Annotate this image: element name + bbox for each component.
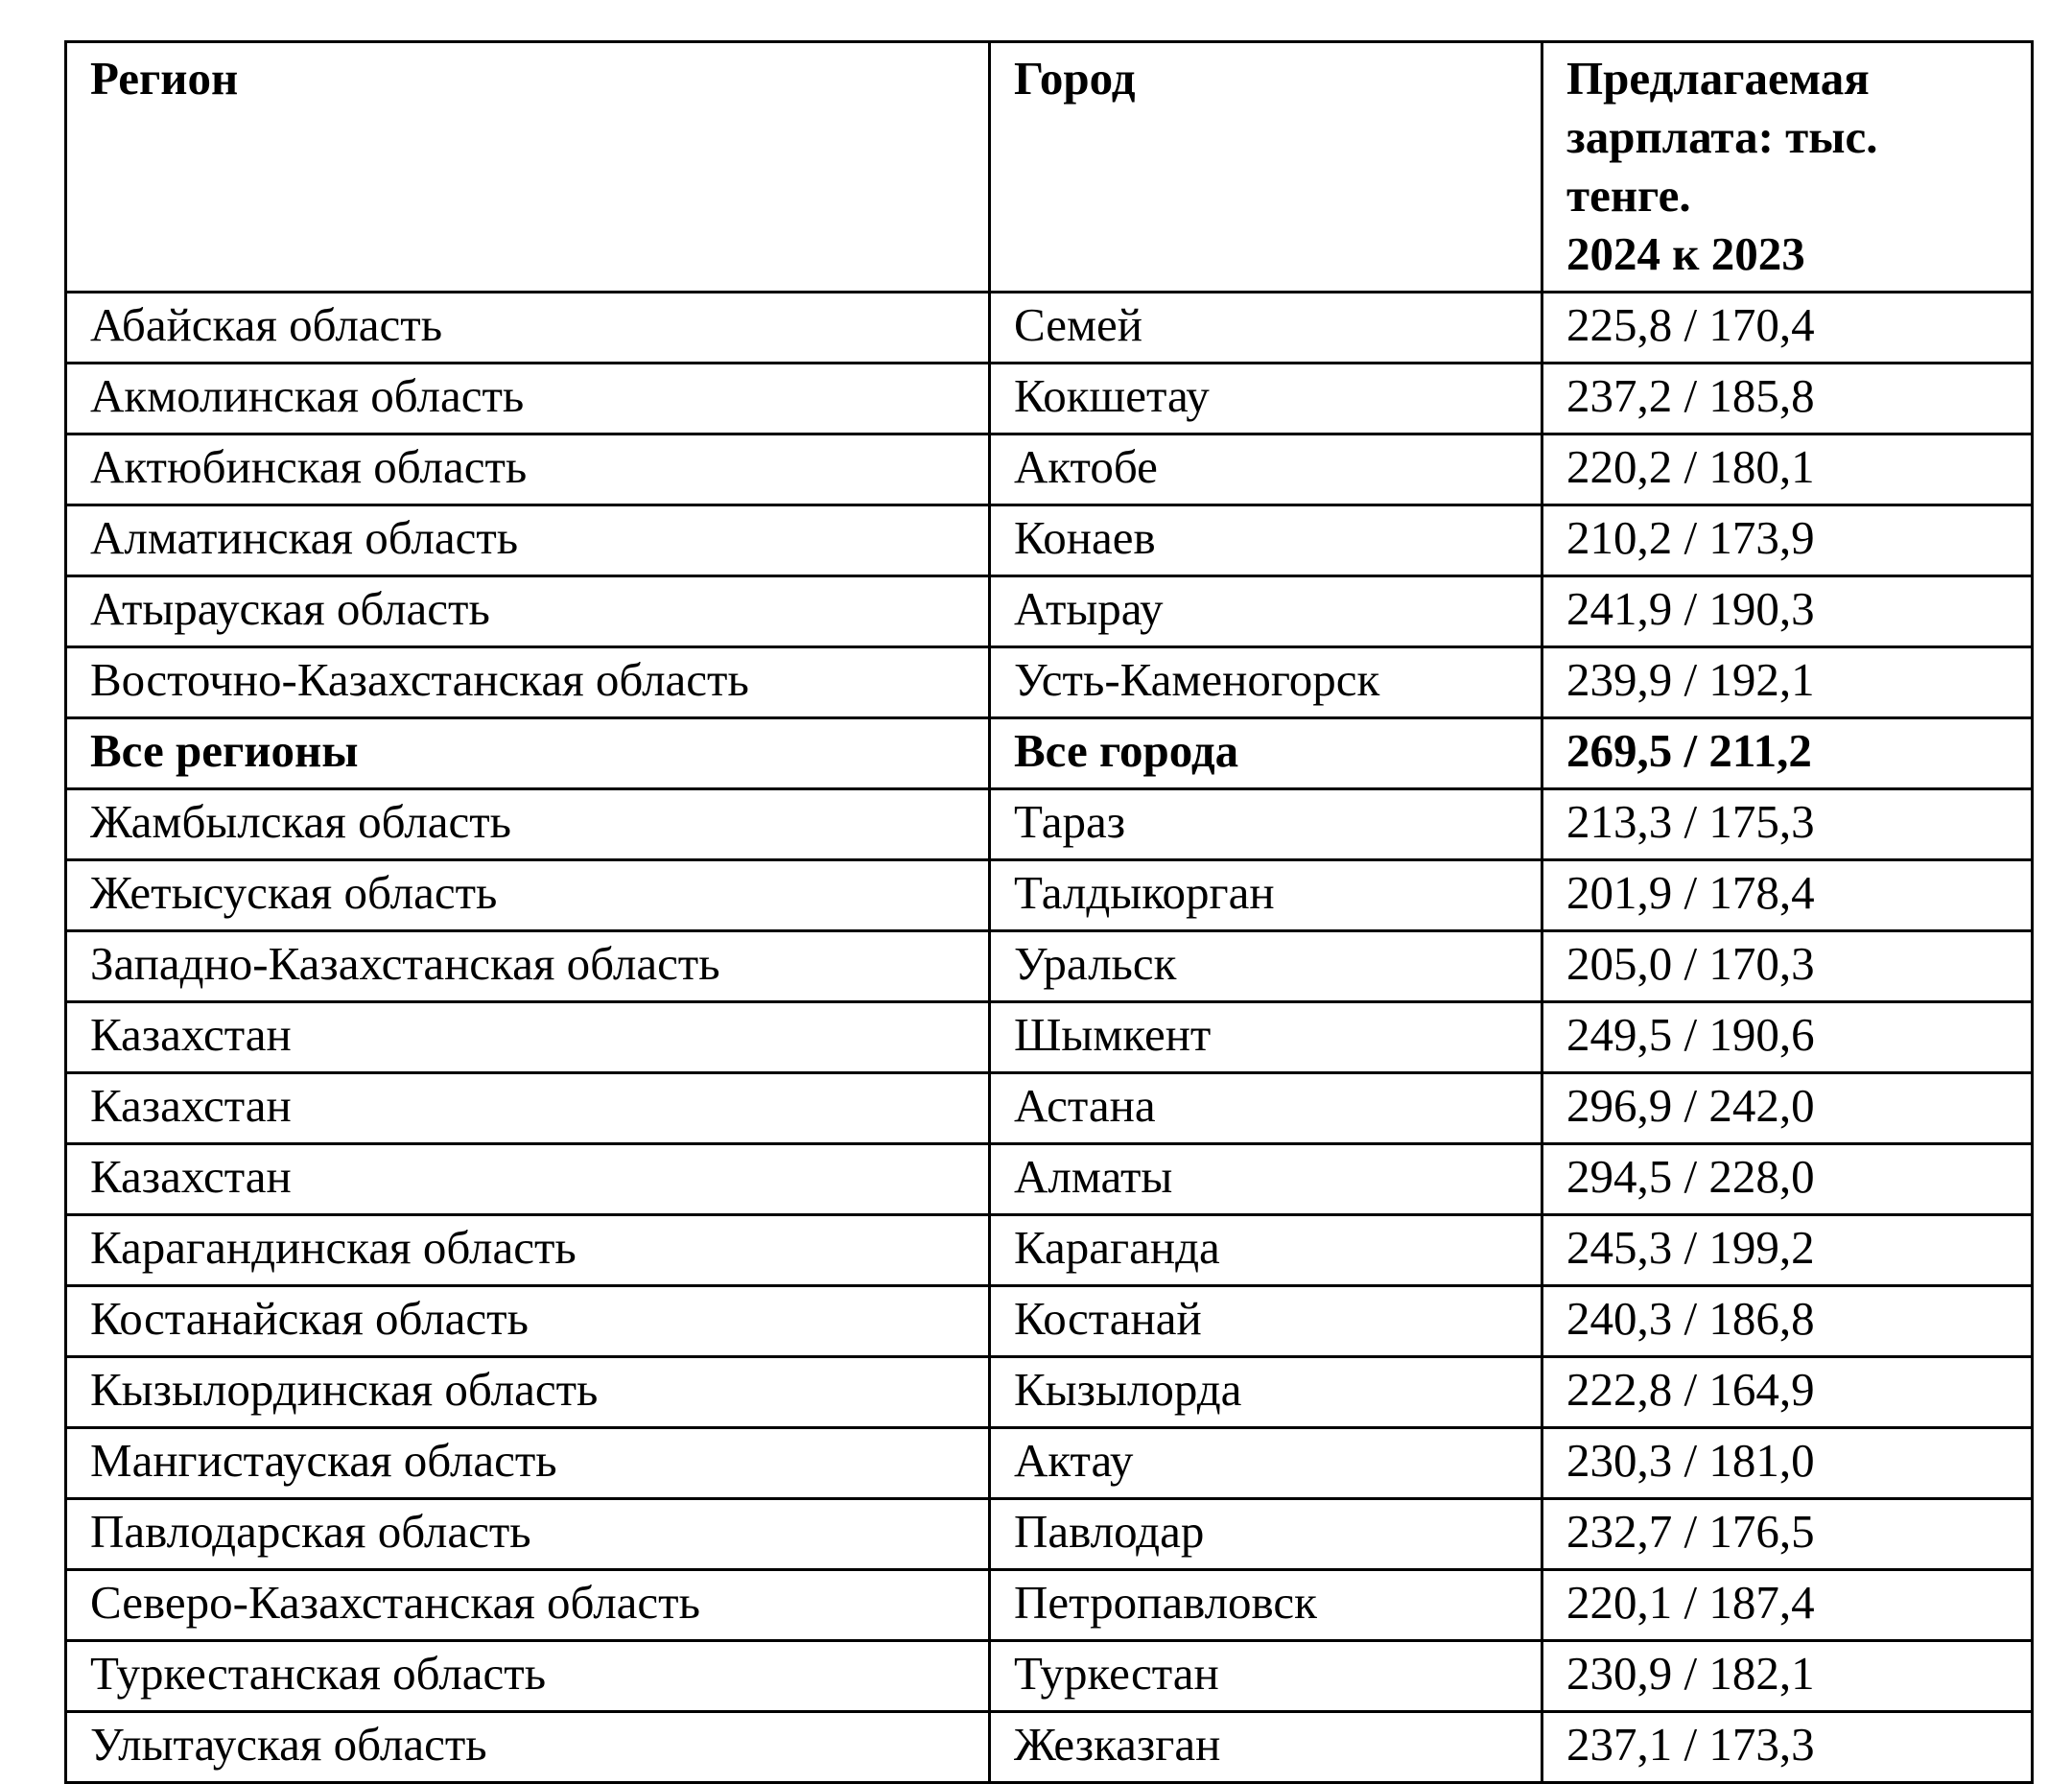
salary-table xyxy=(64,40,2034,1784)
cell-city: Уральск xyxy=(990,931,1542,1002)
cell-region: Абайская область xyxy=(66,293,990,364)
cell-salary: 222,8 / 164,9 xyxy=(1542,1357,2033,1428)
cell-city: Караганда xyxy=(990,1215,1542,1286)
cell-salary: 230,3 / 181,0 xyxy=(1542,1428,2033,1499)
table-row xyxy=(66,1499,2033,1570)
table-row xyxy=(66,1286,2033,1357)
cell-region: Казахстан xyxy=(66,1002,990,1073)
cell-city: Астана xyxy=(990,1073,1542,1144)
cell-region: Павлодарская область xyxy=(66,1499,990,1570)
header-salary-line3: тенге. xyxy=(1566,169,1691,222)
cell-salary: 230,9 / 182,1 xyxy=(1542,1641,2033,1712)
cell-salary: 245,3 / 199,2 xyxy=(1542,1215,2033,1286)
cell-city: Петропавловск xyxy=(990,1570,1542,1641)
table-header-row xyxy=(66,42,2033,293)
cell-salary: 294,5 / 228,0 xyxy=(1542,1144,2033,1215)
cell-region: Казахстан xyxy=(66,1073,990,1144)
table-row xyxy=(66,1641,2033,1712)
table-row xyxy=(66,860,2033,931)
table-row xyxy=(66,1002,2033,1073)
header-salary-line2: зарплата: тыс. xyxy=(1566,110,1878,163)
cell-region: Кызылординская область xyxy=(66,1357,990,1428)
cell-salary: 241,9 / 190,3 xyxy=(1542,576,2033,647)
cell-city: Тараз xyxy=(990,789,1542,860)
cell-salary: 201,9 / 178,4 xyxy=(1542,860,2033,931)
table-body xyxy=(66,293,2033,1783)
table-row xyxy=(66,789,2033,860)
cell-region: Карагандинская область xyxy=(66,1215,990,1286)
cell-salary: 220,1 / 187,4 xyxy=(1542,1570,2033,1641)
cell-city: Костанай xyxy=(990,1286,1542,1357)
cell-salary: 205,0 / 170,3 xyxy=(1542,931,2033,1002)
cell-salary: 210,2 / 173,9 xyxy=(1542,505,2033,576)
cell-region: Костанайская область xyxy=(66,1286,990,1357)
cell-city: Кызылорда xyxy=(990,1357,1542,1428)
table-row xyxy=(66,1428,2033,1499)
cell-region: Жамбылская область xyxy=(66,789,990,860)
cell-region: Все регионы xyxy=(66,718,990,789)
table-row xyxy=(66,1570,2033,1641)
cell-region: Алматинская область xyxy=(66,505,990,576)
cell-region: Атырауская область xyxy=(66,576,990,647)
table-row xyxy=(66,647,2033,718)
table-row xyxy=(66,364,2033,434)
cell-region: Восточно-Казахстанская область xyxy=(66,647,990,718)
cell-city: Семей xyxy=(990,293,1542,364)
cell-city: Актау xyxy=(990,1428,1542,1499)
cell-city: Алматы xyxy=(990,1144,1542,1215)
header-region: Регион xyxy=(66,42,990,293)
cell-salary: 296,9 / 242,0 xyxy=(1542,1073,2033,1144)
header-salary xyxy=(1542,42,2033,293)
cell-salary: 232,7 / 176,5 xyxy=(1542,1499,2033,1570)
cell-region: Казахстан xyxy=(66,1144,990,1215)
cell-region: Акмолинская область xyxy=(66,364,990,434)
cell-city: Жезказган xyxy=(990,1712,1542,1783)
header-salary-line4: 2024 к 2023 xyxy=(1566,227,1805,280)
cell-city: Конаев xyxy=(990,505,1542,576)
table-row xyxy=(66,1712,2033,1783)
table-row xyxy=(66,1357,2033,1428)
cell-region: Западно-Казахстанская область xyxy=(66,931,990,1002)
cell-city: Все города xyxy=(990,718,1542,789)
table-row xyxy=(66,434,2033,505)
cell-salary: 213,3 / 175,3 xyxy=(1542,789,2033,860)
table-row xyxy=(66,1073,2033,1144)
cell-salary: 269,5 / 211,2 xyxy=(1542,718,2033,789)
cell-region: Жетысуская область xyxy=(66,860,990,931)
cell-salary: 240,3 / 186,8 xyxy=(1542,1286,2033,1357)
cell-city: Шымкент xyxy=(990,1002,1542,1073)
header-salary-line1: Предлагаемая xyxy=(1566,52,1870,105)
table-row xyxy=(66,1215,2033,1286)
cell-salary: 237,2 / 185,8 xyxy=(1542,364,2033,434)
cell-salary: 220,2 / 180,1 xyxy=(1542,434,2033,505)
cell-city: Усть-Каменогорск xyxy=(990,647,1542,718)
cell-city: Кокшетау xyxy=(990,364,1542,434)
cell-region: Актюбинская область xyxy=(66,434,990,505)
cell-region: Улытауская область xyxy=(66,1712,990,1783)
cell-city: Туркестан xyxy=(990,1641,1542,1712)
cell-region: Северо-Казахстанская область xyxy=(66,1570,990,1641)
cell-salary: 249,5 / 190,6 xyxy=(1542,1002,2033,1073)
cell-salary: 239,9 / 192,1 xyxy=(1542,647,2033,718)
table-row xyxy=(66,293,2033,364)
table-row xyxy=(66,931,2033,1002)
table-row xyxy=(66,1144,2033,1215)
cell-salary: 237,1 / 173,3 xyxy=(1542,1712,2033,1783)
table-row xyxy=(66,718,2033,789)
cell-city: Атырау xyxy=(990,576,1542,647)
cell-region: Мангистауская область xyxy=(66,1428,990,1499)
header-city: Город xyxy=(990,42,1542,293)
cell-region: Туркестанская область xyxy=(66,1641,990,1712)
cell-city: Павлодар xyxy=(990,1499,1542,1570)
cell-city: Талдыкорган xyxy=(990,860,1542,931)
cell-city: Актобе xyxy=(990,434,1542,505)
table-row xyxy=(66,505,2033,576)
table-row xyxy=(66,576,2033,647)
cell-salary: 225,8 / 170,4 xyxy=(1542,293,2033,364)
